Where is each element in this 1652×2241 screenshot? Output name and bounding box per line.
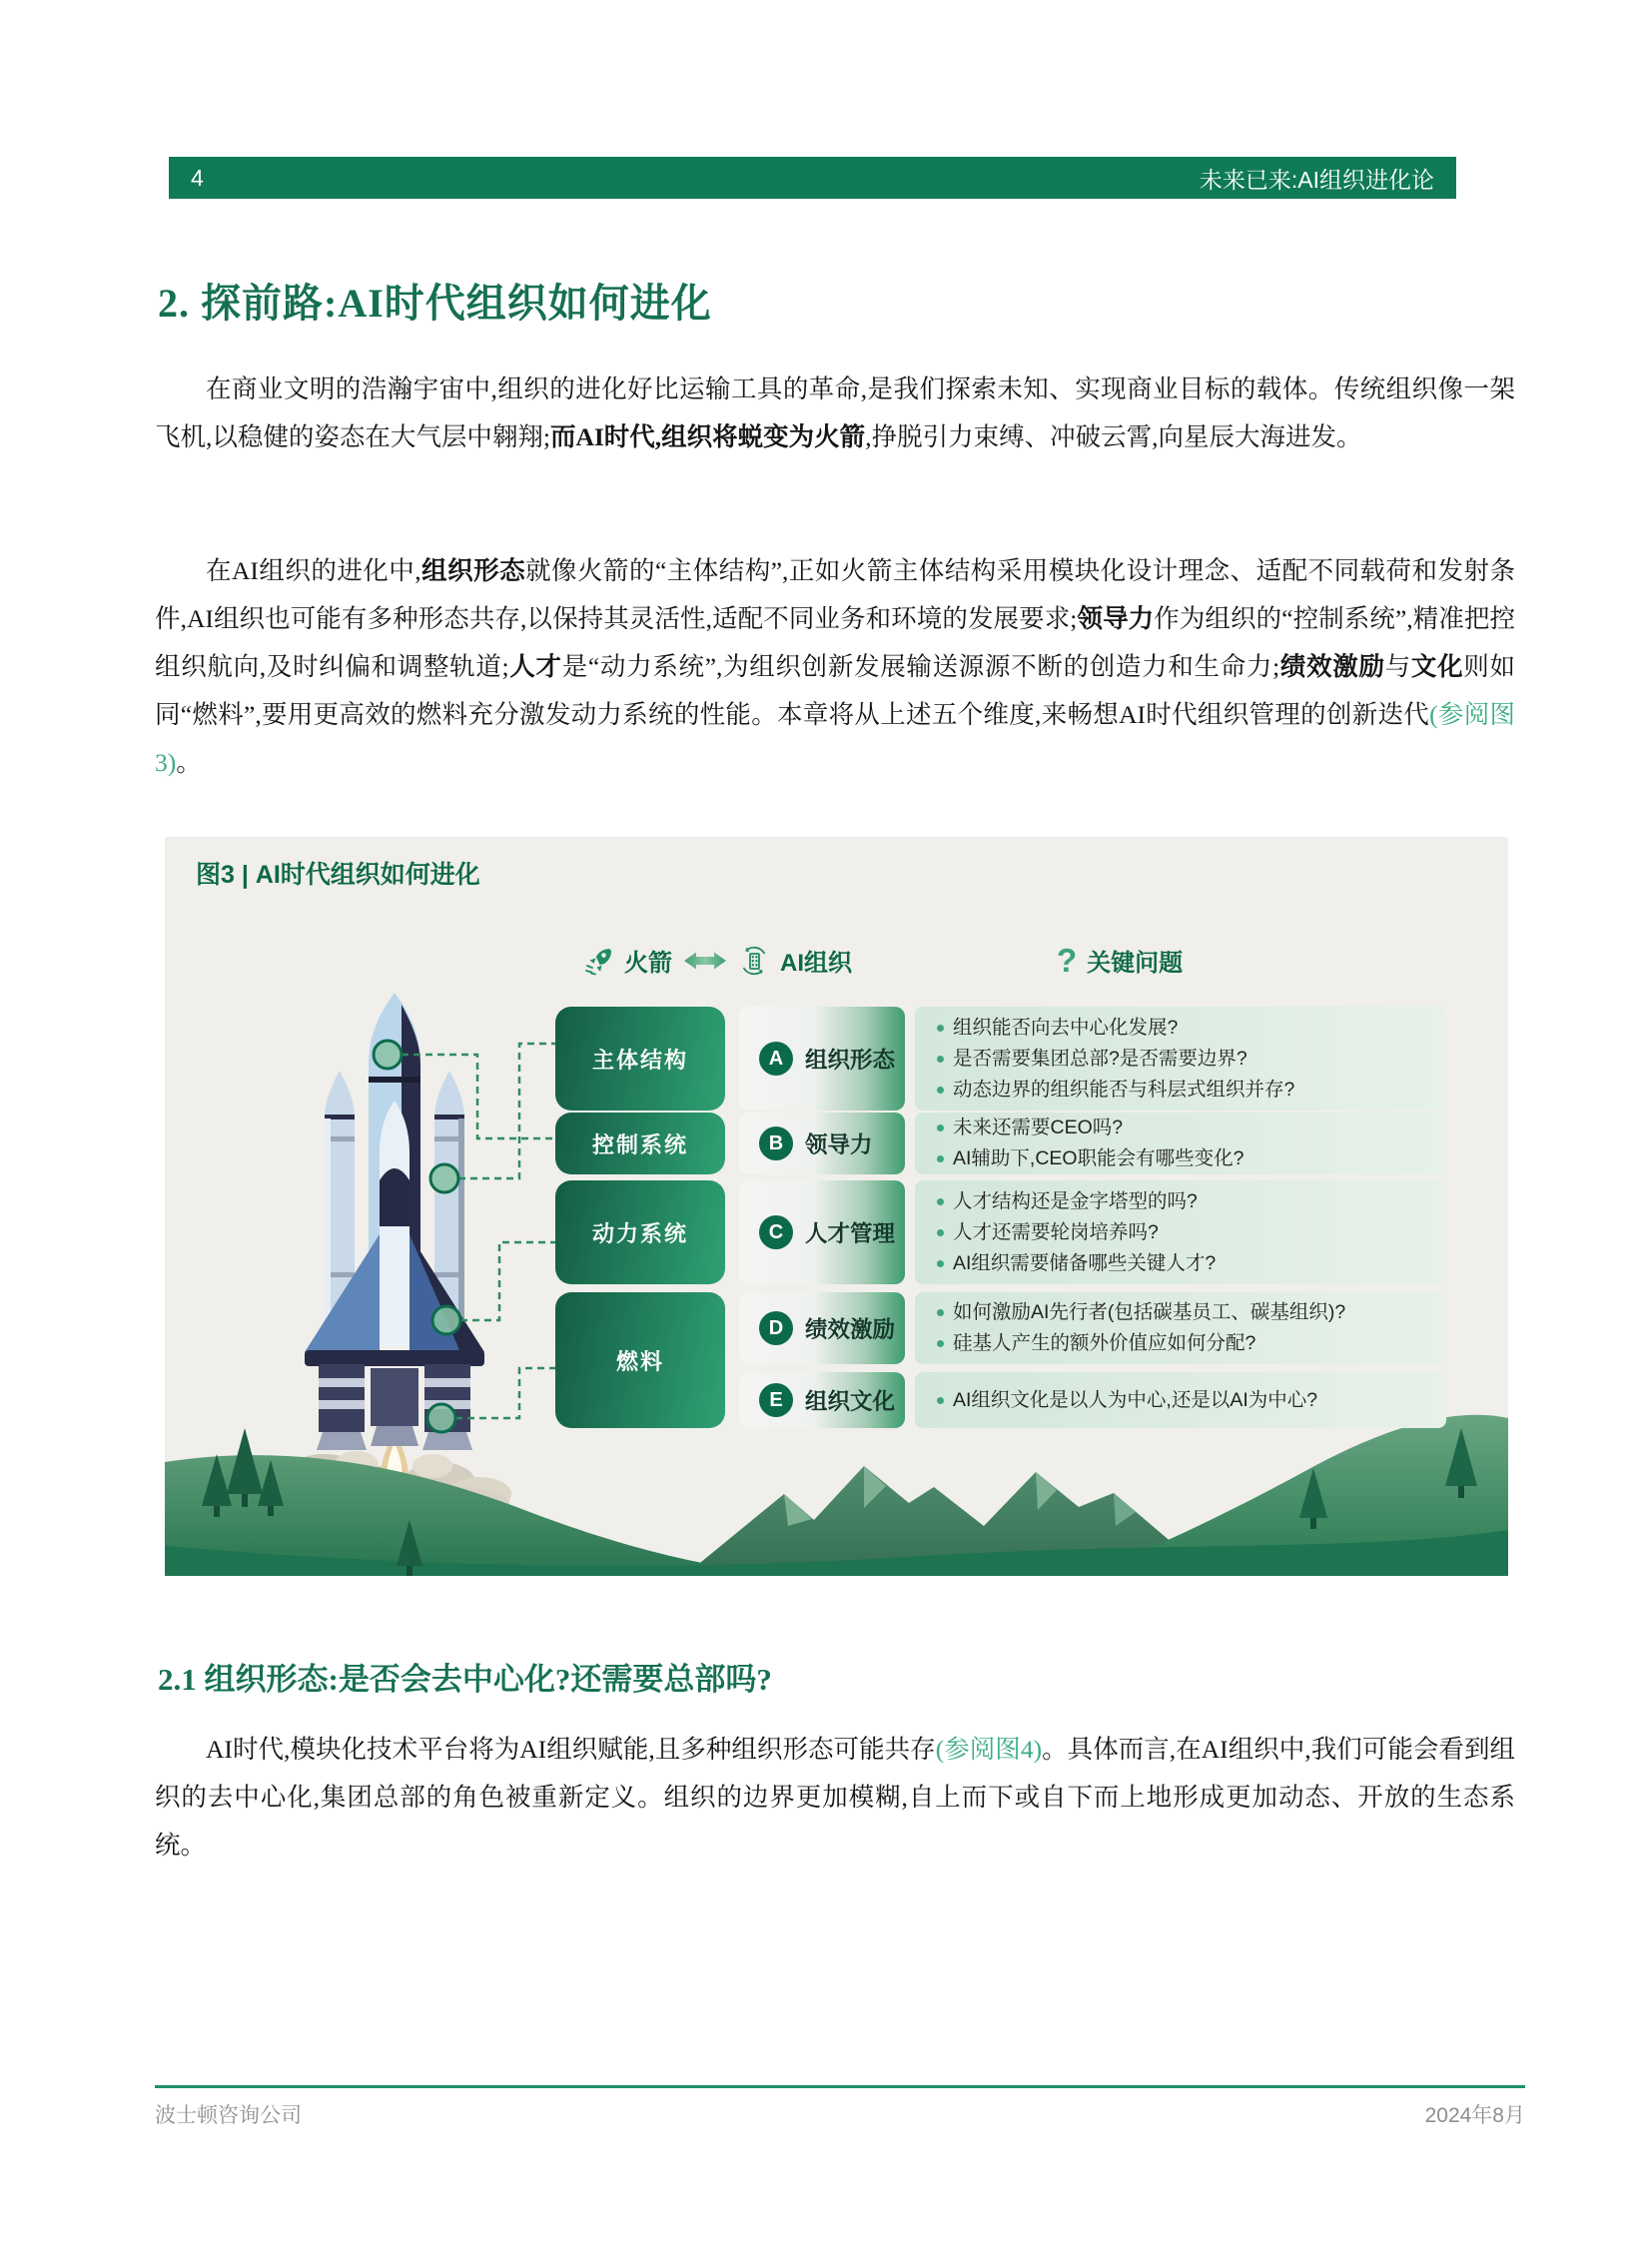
p2-bold-culture: 文化 <box>1410 652 1464 681</box>
figure-legend-questions <box>1057 943 1183 978</box>
dimension-box-culture: E 组织文化 <box>739 1372 905 1428</box>
p2-bold-leadership: 领导力 <box>1077 604 1155 633</box>
footer-date: 2024年8月 <box>1424 2104 1525 2127</box>
ai-organization-icon <box>738 945 770 977</box>
question-item: 动态边界的组织能否与科层式组织并存? <box>937 1075 1428 1106</box>
system-box-fuel: 燃料 <box>555 1292 725 1428</box>
double-arrow-icon <box>682 949 728 973</box>
bullet-icon <box>937 1309 944 1316</box>
question-item: AI辅助下,CEO职能会有哪些变化? <box>937 1143 1428 1174</box>
page-header <box>169 157 1456 199</box>
question-item: AI组织需要储备哪些关键人才? <box>937 1248 1428 1279</box>
page-footer <box>155 2099 1525 2129</box>
p2-text-5: 与 <box>1384 652 1411 681</box>
questions-org-form <box>915 1007 1446 1111</box>
bullet-icon <box>937 1260 944 1267</box>
p2-bold-form: 组织形态 <box>420 556 526 585</box>
p2-bold-talent: 人才 <box>508 652 562 681</box>
bullet-icon <box>937 1229 944 1236</box>
question-item: 如何激励AI先行者(包括碳基员工、碳基组织)? <box>937 1297 1428 1328</box>
system-box-body-structure: 主体结构 <box>555 1007 725 1111</box>
p2-text-7: 。 <box>176 748 202 777</box>
dimension-box-incentive: D 绩效激励 <box>739 1292 905 1364</box>
legend-org-label: AI组织 <box>780 950 852 977</box>
footer-company: 波士顿咨询公司 <box>155 2104 302 2127</box>
bullet-icon <box>937 1397 944 1404</box>
doc-title: 未来已来:AI组织进化论 <box>1199 166 1434 193</box>
p2-text-6: 则如同“燃料”,要用更高效的燃料充分激发动力系统的性能。本章将从上述五个维度,来畅想AI时代组织管理的创新迭代 <box>155 652 1515 729</box>
paragraph-1 <box>155 366 1515 461</box>
marker-engine <box>427 1404 455 1432</box>
marker-booster <box>430 1164 458 1192</box>
bullet-icon <box>937 1124 944 1131</box>
system-box-power: 动力系统 <box>555 1180 725 1284</box>
connector-to-power <box>460 1242 555 1320</box>
bullet-icon <box>937 1056 944 1063</box>
rocket-icon <box>584 946 614 976</box>
question-mark-icon: ? <box>1057 941 1078 979</box>
figure-legend-left <box>584 943 852 978</box>
question-item: 人才结构还是金字塔型的吗? <box>937 1186 1428 1217</box>
connector-to-body <box>458 1044 555 1178</box>
questions-leadership <box>915 1113 1446 1174</box>
legend-questions-label: 关键问题 <box>1087 950 1184 977</box>
letter-badge-d: D <box>759 1311 793 1345</box>
p1-bold: 而AI时代,组织将蜕变为火箭 <box>549 422 866 451</box>
p2-text-3: 作为组织的“控制系统”,精准把控组织航向,及时纠偏和调整轨道; <box>155 604 1515 681</box>
connector-to-fuel <box>455 1368 555 1418</box>
figure4-reference-link[interactable]: (参阅图4) <box>935 1735 1043 1764</box>
section-heading: 2. 探前路:AI时代组织如何进化 <box>158 281 712 326</box>
questions-culture <box>915 1372 1446 1428</box>
figure-title: 图3 | AI时代组织如何进化 <box>196 861 480 889</box>
dimension-box-leadership: B 领导力 <box>739 1113 905 1174</box>
question-item: 人才还需要轮岗培养吗? <box>937 1217 1428 1248</box>
p2-text-4: 是“动力系统”,为组织创新发展输送源源不断的创造力和生命力; <box>561 652 1280 681</box>
p1-text-2: ,挣脱引力束缚、冲破云霄,向星辰大海进发。 <box>865 422 1362 451</box>
marker-wing <box>432 1306 460 1334</box>
p3-text-2: 。具体而言,在AI组织中,我们可能会看到组织的去中心化,集团总部的角色被重新定义。组织的边界更加模糊,自上而下或自下而上地形成更加动态、开放的生态系统。 <box>155 1735 1515 1860</box>
footer-divider <box>155 2085 1525 2088</box>
legend-rocket-label: 火箭 <box>624 950 672 977</box>
question-item: 是否需要集团总部?是否需要边界? <box>937 1044 1428 1075</box>
question-item: 硅基人产生的额外价值应如何分配? <box>937 1328 1428 1359</box>
p3-text: AI时代,模块化技术平台将为AI组织赋能,且多种组织形态可能共存 <box>206 1735 936 1764</box>
page-number: 4 <box>191 164 204 191</box>
bullet-icon <box>937 1087 944 1094</box>
paragraph-3 <box>155 1726 1515 1869</box>
letter-badge-a: A <box>759 1042 793 1076</box>
bullet-icon <box>937 1155 944 1162</box>
figure3-reference-link[interactable]: (参阅图3) <box>155 700 1516 777</box>
p2-text-2: 就像火箭的“主体结构”,正如火箭主体结构采用模块化设计理念、适配不同载荷和发射条件,AI组织也可能有多种形态共存,以保持其灵活性,适配不同业务和环境的发展要求; <box>155 556 1515 633</box>
marker-nose <box>374 1041 402 1069</box>
figure-3 <box>165 837 1508 1576</box>
paragraph-2 <box>155 547 1515 787</box>
dimension-box-talent: C 人才管理 <box>739 1180 905 1284</box>
question-item: 组织能否向去中心化发展? <box>937 1013 1428 1044</box>
dimension-box-org-form: A 组织形态 <box>739 1007 905 1111</box>
p2-bold-incentive: 绩效激励 <box>1279 652 1385 681</box>
p1-text: 在商业文明的浩瀚宇宙中,组织的进化好比运输工具的革命,是我们探索未知、实现商业目标的载体。传统组织像一架飞机,以稳健的姿态在大气层中翱翔; <box>155 374 1515 451</box>
bullet-icon <box>937 1340 944 1347</box>
letter-badge-b: B <box>759 1126 793 1160</box>
connector-to-control <box>402 1055 555 1138</box>
question-item: 未来还需要CEO吗? <box>937 1113 1428 1143</box>
subsection-heading: 2.1 组织形态:是否会去中心化?还需要总部吗? <box>158 1662 772 1697</box>
bullet-icon <box>937 1025 944 1032</box>
questions-incentive <box>915 1292 1446 1364</box>
system-box-control: 控制系统 <box>555 1113 725 1174</box>
question-item: AI组织文化是以人为中心,还是以AI为中心? <box>937 1385 1428 1416</box>
letter-badge-e: E <box>759 1383 793 1417</box>
bullet-icon <box>937 1198 944 1205</box>
letter-badge-c: C <box>759 1215 793 1249</box>
questions-talent <box>915 1180 1446 1284</box>
p2-text: 在AI组织的进化中, <box>206 556 421 585</box>
